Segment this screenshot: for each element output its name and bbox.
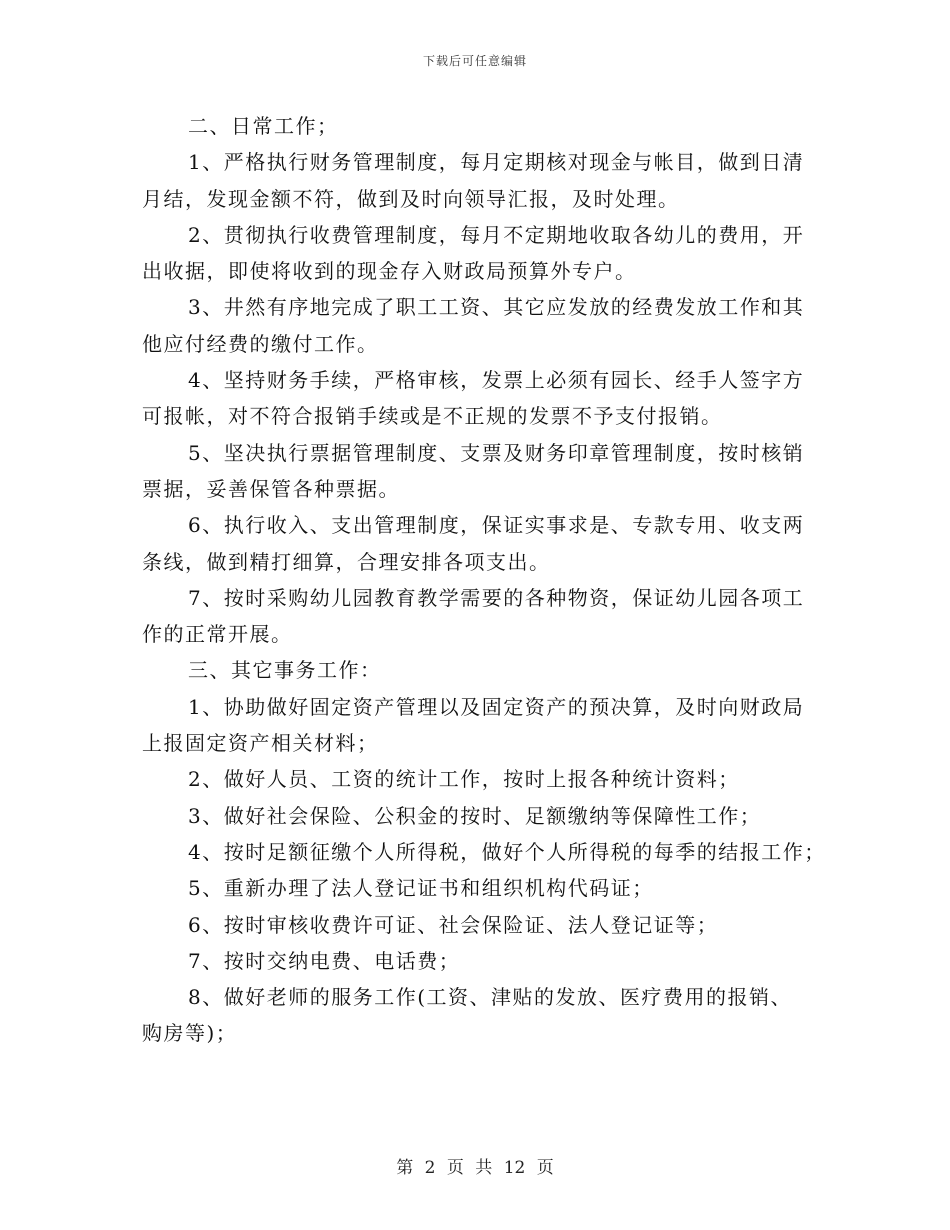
section-heading: 三、其它事务工作： (188, 658, 382, 683)
text-line: 7、按时采购幼儿园教育教学需要的各种物资，保证幼儿园各项工 (188, 585, 805, 610)
text-line: 6、执行收入、支出管理制度，保证实事求是、专款专用、收支两 (188, 513, 805, 538)
text-line: 2、做好人员、工资的统计工作，按时上报各种统计资料； (188, 767, 740, 792)
text-line: 1、严格执行财务管理制度，每月定期核对现金与帐目，做到日清 (188, 150, 805, 175)
total-pages-number: 12 (503, 1158, 526, 1178)
document-body (142, 108, 826, 1052)
text-line: 5、重新办理了法人登记证书和组织机构代码证； (188, 876, 654, 901)
text-line: 4、坚持财务手续，严格审核，发票上必须有园长、经手人签字方 (188, 368, 805, 393)
text-line: 票据，妥善保管各种票据。 (142, 476, 400, 501)
current-page-number: 2 (424, 1158, 436, 1178)
text-line: 3、井然有序地完成了职工工资、其它应发放的经费发放工作和其 (188, 295, 805, 320)
text-line: 作的正常开展。 (142, 622, 293, 647)
footer-suffix: 页 (536, 1158, 554, 1178)
section-heading: 二、日常工作； (188, 114, 339, 138)
text-line: 月结，发现金额不符，做到及时向领导汇报，及时处理。 (142, 186, 680, 211)
text-line: 购房等)； (142, 1021, 238, 1046)
text-line: 5、坚决执行票据管理制度、支票及财务印章管理制度，按时核销 (188, 440, 805, 465)
text-line: 7、按时交纳电费、电话费； (188, 948, 461, 973)
text-line: 4、按时足额征缴个人所得税，做好个人所得税的每季的结报工作； (188, 839, 826, 864)
footer-page-word: 页 (446, 1158, 464, 1178)
text-line: 3、做好社会保险、公积金的按时、足额缴纳等保障性工作； (188, 803, 762, 828)
text-line: 出收据，即使将收到的现金存入财政局预算外专户。 (142, 259, 637, 284)
text-line: 上报固定资产相关材料； (142, 731, 379, 756)
text-line: 条线，做到精打细算，合理安排各项支出。 (142, 549, 551, 574)
footer-prefix: 第 (396, 1158, 414, 1178)
text-line: 8、做好老师的服务工作(工资、津贴的发放、医疗费用的报销、 (188, 985, 793, 1010)
text-line: 1、协助做好固定资产管理以及固定资产的预决算，及时向财政局 (188, 694, 805, 719)
text-line: 6、按时审核收费许可证、社会保险证、法人登记证等； (188, 912, 719, 937)
text-line: 他应付经费的缴付工作。 (142, 331, 379, 356)
header-note: 下载后可任意编辑 (422, 54, 527, 68)
page-footer (0, 1153, 950, 1178)
text-line: 2、贯彻执行收费管理制度，每月不定期地收取各幼儿的费用，开 (188, 222, 805, 247)
text-line: 可报帐，对不符合报销手续或是不正规的发票不予支付报销。 (142, 404, 723, 429)
footer-total-word: 共 (475, 1158, 493, 1178)
